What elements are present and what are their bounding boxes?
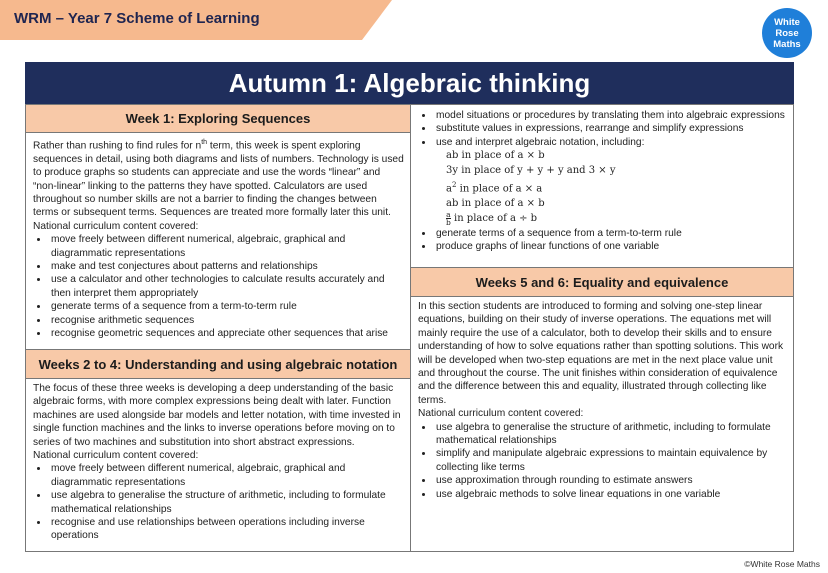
list-item: • make and test conjectures about patterns and relationships [49, 260, 404, 273]
list-item: • recognise and use relationships between operations including inverse operations [49, 516, 404, 543]
logo-line: White [774, 16, 800, 28]
weeks2to4-heading: Weeks 2 to 4: Understanding and using algebraic notation [26, 350, 410, 379]
list-item: • use and interpret algebraic notation, including: [434, 136, 787, 149]
week1-body [26, 133, 410, 340]
list-item: • move freely between different numerical, algebraic, graphical and diagrammatic representations [49, 462, 404, 489]
list-item: • generate terms of a sequence from a term-to-term rule [434, 227, 787, 240]
weeks2to4-nc-label: National curriculum content covered: [33, 450, 199, 462]
list-item: • use approximation through rounding to estimate answers [434, 474, 787, 487]
notation-part: in place of a × a [456, 183, 543, 195]
weeks2to4-section [26, 349, 410, 543]
weeks5and6-nc-label: National curriculum content covered: [418, 408, 584, 420]
weeks5and6-body [411, 297, 793, 501]
list-item: • generate terms of a sequence from a term-to-term rule [49, 300, 404, 313]
week1-intro-b: term, this week is spent exploring sequences in detail, using both diagrams and lists of numbers. Technology is used to produce graphs so students can appreciate and use the words “linear” and “non-linear” linking to the patterns they have spotted. Calculators are used throughout so number skills are not a barrier to finding the changes between terms or subsequent terms. Sequences are treated more formally later this unit. [33, 140, 404, 219]
list-item: • produce graphs of linear functions of one variable [434, 240, 787, 253]
notation-line: ab in place of a × b [446, 197, 545, 209]
weeks5and6-intro: In this section students are introduced to forming and solving one-step linear equations, building on their study of inverse operations. The equations met will mainly require the use of a calculator, both to develop their skills and to ensure understanding of how to solve equations rather than spotting solutions. This work will be developed when two-step equations are met in the next place value unit and throughout the course. The unit finishes within consideration of equivalence and the difference between this and equality, illustrated through collecting like terms. [418, 301, 784, 406]
fraction-numerator: a [446, 210, 451, 220]
list-item: • use algebra to generalise the structure of arithmetic, including to formulate mathematical relationships [434, 421, 787, 448]
list-item: • use algebraic methods to solve linear equations in one variable [434, 488, 787, 501]
fraction-denominator: b [446, 218, 451, 228]
list-item: • use algebra to generalise the structure of arithmetic, including to formulate mathematical relationships [49, 489, 404, 516]
list-item: • recognise arithmetic sequences [49, 314, 404, 327]
logo-line: Rose [775, 27, 799, 39]
weeks5and6-bullets [418, 421, 787, 501]
weeks2to4-body [26, 379, 410, 543]
logo-line: Maths [773, 38, 801, 50]
list-item: • use a calculator and other technologies to calculate results accurately and then interpret them appropriately [49, 273, 404, 300]
notation-part: a [446, 183, 452, 195]
notation-line: 3y in place of y + y + y and 3 × y [446, 164, 616, 176]
algebraic-notation-continued [411, 105, 793, 253]
notation-line [446, 178, 787, 197]
week1-intro-a: Rather than rushing to find rules for n [33, 140, 202, 152]
page-title: Autumn 1: Algebraic thinking [25, 62, 794, 104]
white-rose-maths-logo [762, 8, 812, 58]
weeks2to4-intro: The focus of these three weeks is developing a deep understanding of the basic algebraic forms, with more complex expressions being dealt with later. Function machines are used alongside bar models and letter notation, with time invested in single function machines and the links to inverse operations before moving on to series of two machines and substitution into short abstract expressions. [33, 383, 401, 448]
list-item: • move freely between different numerical, algebraic, graphical and diagrammatic representations [49, 233, 404, 260]
week1-section [26, 105, 410, 340]
right-top-bullets-a [418, 109, 787, 149]
week1-nc-label: National curriculum content covered: [33, 220, 199, 232]
document-header-title: WRM – Year 7 Scheme of Learning [14, 10, 260, 27]
week1-bullets [33, 233, 404, 340]
week1-intro-sup: th [201, 139, 208, 146]
notation-part: in place of a ÷ b [450, 213, 538, 225]
list-item: • model situations or procedures by translating them into algebraic expressions [434, 109, 787, 122]
right-top-body [411, 105, 793, 253]
week1-heading: Week 1: Exploring Sequences [26, 105, 410, 133]
week1-intro [33, 136, 404, 220]
right-top-bullets-b [418, 227, 787, 254]
notation-line: ab in place of a × b [446, 150, 545, 162]
notation-examples [418, 149, 787, 226]
weeks5and6-section [411, 267, 793, 501]
list-item: • recognise geometric sequences and appreciate other sequences that arise [49, 327, 404, 340]
weeks2to4-bullets [33, 462, 404, 542]
weeks5and6-heading: Weeks 5 and 6: Equality and equivalence [411, 268, 793, 297]
copyright-footer: ©White Rose Maths [744, 559, 820, 569]
list-item: • substitute values in expressions, rearrange and simplify expressions [434, 122, 787, 135]
notation-line [446, 211, 787, 226]
list-item: • simplify and manipulate algebraic expressions to maintain equivalence by collecting like terms [434, 447, 787, 474]
content-grid [25, 104, 794, 552]
notation-exponent: 2 [451, 181, 457, 190]
